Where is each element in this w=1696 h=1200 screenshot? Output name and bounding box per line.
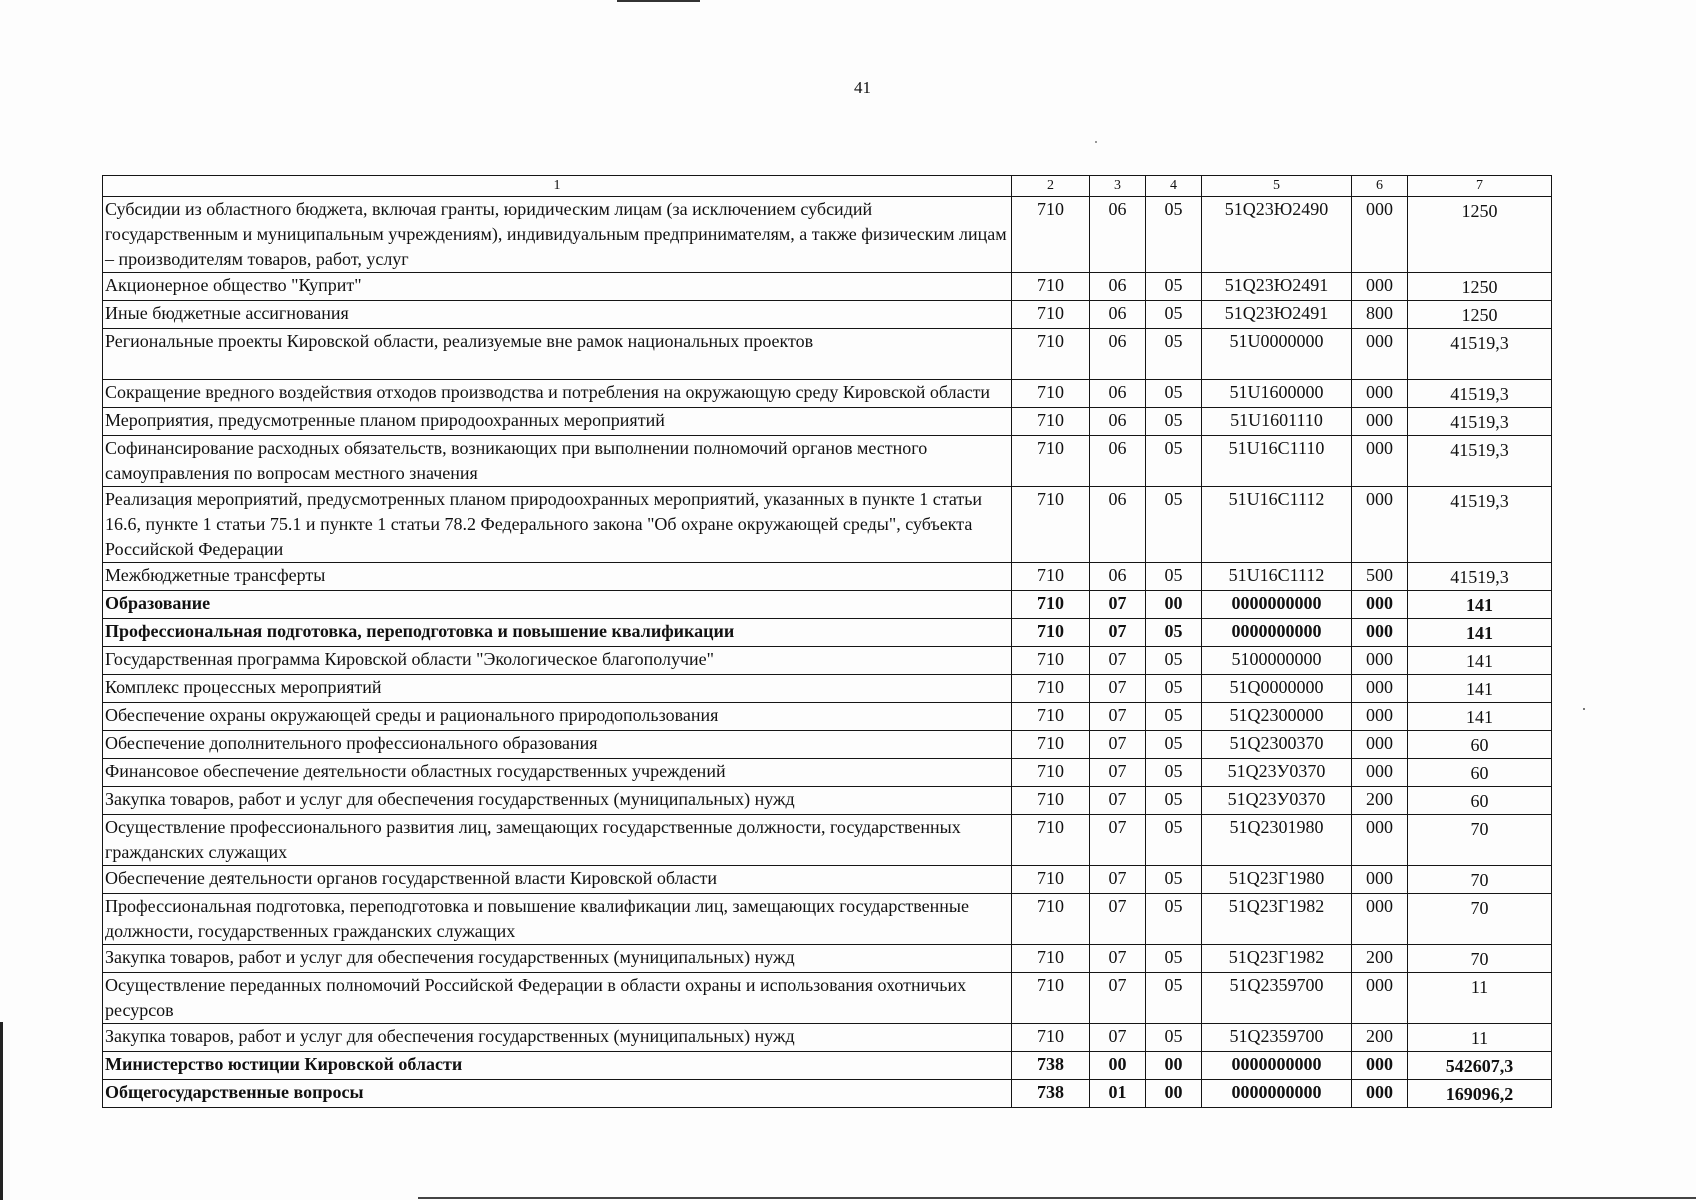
code-ministry: 710 (1012, 197, 1090, 273)
code-ministry: 710 (1012, 273, 1090, 301)
code-ministry: 710 (1012, 675, 1090, 703)
code-section: 07 (1090, 787, 1146, 815)
code-subsection: 00 (1146, 591, 1202, 619)
code-target-item: 51Q23У0370 (1202, 759, 1352, 787)
amount: 141 (1408, 675, 1552, 703)
code-target-item: 51U1600000 (1202, 380, 1352, 408)
amount: 41519,3 (1408, 563, 1552, 591)
code-subsection: 05 (1146, 675, 1202, 703)
code-expense-type: 200 (1352, 1024, 1408, 1052)
row-name: Иные бюджетные ассигнования (103, 301, 1012, 329)
code-subsection: 05 (1146, 197, 1202, 273)
table-row (103, 273, 1552, 301)
row-name: Осуществление профессионального развития лиц, замещающих государственные должности, государственных гражданских служащих (103, 815, 1012, 866)
row-name: Сокращение вредного воздействия отходов производства и потребления на окружающую среду Кировской области (103, 380, 1012, 408)
code-subsection: 05 (1146, 647, 1202, 675)
code-ministry: 710 (1012, 329, 1090, 380)
row-name: Закупка товаров, работ и услуг для обеспечения государственных (муниципальных) нужд (103, 945, 1012, 973)
code-ministry: 710 (1012, 563, 1090, 591)
code-section: 07 (1090, 731, 1146, 759)
code-section: 07 (1090, 894, 1146, 945)
code-target-item: 0000000000 (1202, 1080, 1352, 1108)
code-section: 06 (1090, 436, 1146, 487)
code-subsection: 05 (1146, 731, 1202, 759)
code-expense-type: 000 (1352, 973, 1408, 1024)
code-target-item: 51Q2301980 (1202, 815, 1352, 866)
code-target-item: 51Q23Ю2491 (1202, 273, 1352, 301)
code-target-item: 51Q2359700 (1202, 973, 1352, 1024)
code-ministry: 710 (1012, 787, 1090, 815)
code-section: 06 (1090, 408, 1146, 436)
column-header: 6 (1352, 176, 1408, 197)
row-name: Мероприятия, предусмотренные планом природоохранных мероприятий (103, 408, 1012, 436)
budget-table (102, 175, 1552, 1108)
code-subsection: 05 (1146, 329, 1202, 380)
scan-top-line (617, 0, 700, 2)
row-name: Общегосударственные вопросы (103, 1080, 1012, 1108)
row-name: Закупка товаров, работ и услуг для обеспечения государственных (муниципальных) нужд (103, 787, 1012, 815)
table-row (103, 563, 1552, 591)
column-header: 3 (1090, 176, 1146, 197)
code-section: 07 (1090, 619, 1146, 647)
code-subsection: 05 (1146, 380, 1202, 408)
scan-speck (1583, 708, 1585, 710)
table-row (103, 1024, 1552, 1052)
amount: 141 (1408, 591, 1552, 619)
table-row (103, 647, 1552, 675)
code-expense-type: 000 (1352, 815, 1408, 866)
scan-bottom-line (418, 1197, 1696, 1199)
header-row (103, 176, 1552, 197)
code-section: 06 (1090, 273, 1146, 301)
amount: 41519,3 (1408, 329, 1552, 380)
table-row (103, 703, 1552, 731)
code-ministry: 738 (1012, 1080, 1090, 1108)
code-section: 07 (1090, 591, 1146, 619)
code-expense-type: 000 (1352, 1080, 1408, 1108)
row-name: Государственная программа Кировской области "Экологическое благополучие" (103, 647, 1012, 675)
code-expense-type: 200 (1352, 945, 1408, 973)
code-target-item: 51U0000000 (1202, 329, 1352, 380)
code-expense-type: 000 (1352, 647, 1408, 675)
row-name: Региональные проекты Кировской области, реализуемые вне рамок национальных проектов (103, 329, 1012, 380)
code-target-item: 51Q23Г1982 (1202, 945, 1352, 973)
code-ministry: 710 (1012, 703, 1090, 731)
table-row (103, 329, 1552, 380)
code-ministry: 738 (1012, 1052, 1090, 1080)
table-row (103, 759, 1552, 787)
column-header: 5 (1202, 176, 1352, 197)
table-row (103, 380, 1552, 408)
code-ministry: 710 (1012, 815, 1090, 866)
row-name: Субсидии из областного бюджета, включая гранты, юридическим лицам (за исключением субсидий государственным и муниципальным учреждениям), индивидуальным предпринимателям, а также физическим лицам – производителям товаров, работ, услуг (103, 197, 1012, 273)
amount: 70 (1408, 945, 1552, 973)
amount: 1250 (1408, 301, 1552, 329)
code-expense-type: 000 (1352, 273, 1408, 301)
code-ministry: 710 (1012, 380, 1090, 408)
amount: 41519,3 (1408, 380, 1552, 408)
column-header: 7 (1408, 176, 1552, 197)
code-subsection: 05 (1146, 894, 1202, 945)
code-section: 07 (1090, 759, 1146, 787)
code-ministry: 710 (1012, 973, 1090, 1024)
table-row (103, 301, 1552, 329)
code-subsection: 05 (1146, 436, 1202, 487)
column-header: 4 (1146, 176, 1202, 197)
column-header: 1 (103, 176, 1012, 197)
amount: 41519,3 (1408, 436, 1552, 487)
row-name: Обеспечение деятельности органов государственной власти Кировской области (103, 866, 1012, 894)
table-row (103, 787, 1552, 815)
row-name: Осуществление переданных полномочий Российской Федерации в области охраны и использования охотничьих ресурсов (103, 973, 1012, 1024)
code-expense-type: 000 (1352, 197, 1408, 273)
table-row (103, 197, 1552, 273)
row-name: Межбюджетные трансферты (103, 563, 1012, 591)
table-row (103, 619, 1552, 647)
amount: 141 (1408, 647, 1552, 675)
code-target-item: 5100000000 (1202, 647, 1352, 675)
amount: 70 (1408, 815, 1552, 866)
code-target-item: 51Q23Ю2491 (1202, 301, 1352, 329)
code-expense-type: 000 (1352, 703, 1408, 731)
code-ministry: 710 (1012, 759, 1090, 787)
code-ministry: 710 (1012, 866, 1090, 894)
code-section: 07 (1090, 703, 1146, 731)
code-subsection: 05 (1146, 866, 1202, 894)
table-row (103, 487, 1552, 563)
code-ministry: 710 (1012, 619, 1090, 647)
row-name: Профессиональная подготовка, переподготовка и повышение квалификации лиц, замещающих государственные должности, государственных гражданских служащих (103, 894, 1012, 945)
code-expense-type: 000 (1352, 675, 1408, 703)
row-name: Обеспечение охраны окружающей среды и рационального природопользования (103, 703, 1012, 731)
code-section: 00 (1090, 1052, 1146, 1080)
code-target-item: 51Q23Г1982 (1202, 894, 1352, 945)
amount: 169096,2 (1408, 1080, 1552, 1108)
code-subsection: 05 (1146, 945, 1202, 973)
table-row (103, 731, 1552, 759)
page-number: 41 (854, 78, 871, 97)
code-target-item: 51Q23Г1980 (1202, 866, 1352, 894)
code-subsection: 05 (1146, 301, 1202, 329)
amount: 60 (1408, 731, 1552, 759)
code-subsection: 05 (1146, 408, 1202, 436)
amount: 11 (1408, 973, 1552, 1024)
code-section: 06 (1090, 563, 1146, 591)
code-ministry: 710 (1012, 301, 1090, 329)
amount: 70 (1408, 866, 1552, 894)
code-expense-type: 000 (1352, 1052, 1408, 1080)
code-subsection: 05 (1146, 619, 1202, 647)
code-subsection: 05 (1146, 973, 1202, 1024)
amount: 41519,3 (1408, 487, 1552, 563)
code-subsection: 00 (1146, 1080, 1202, 1108)
code-subsection: 00 (1146, 1052, 1202, 1080)
amount: 542607,3 (1408, 1052, 1552, 1080)
code-target-item: 51Q23Ю2490 (1202, 197, 1352, 273)
code-target-item: 51Q0000000 (1202, 675, 1352, 703)
code-section: 07 (1090, 647, 1146, 675)
column-header: 2 (1012, 176, 1090, 197)
code-ministry: 710 (1012, 731, 1090, 759)
amount: 41519,3 (1408, 408, 1552, 436)
code-expense-type: 200 (1352, 787, 1408, 815)
table-row (103, 1052, 1552, 1080)
table-row (103, 866, 1552, 894)
code-section: 06 (1090, 380, 1146, 408)
code-subsection: 05 (1146, 759, 1202, 787)
code-expense-type: 000 (1352, 329, 1408, 380)
table-row (103, 815, 1552, 866)
code-subsection: 05 (1146, 273, 1202, 301)
code-section: 06 (1090, 197, 1146, 273)
code-subsection: 05 (1146, 787, 1202, 815)
code-ministry: 710 (1012, 487, 1090, 563)
amount: 60 (1408, 787, 1552, 815)
code-target-item: 51Q2359700 (1202, 1024, 1352, 1052)
code-section: 06 (1090, 487, 1146, 563)
row-name: Софинансирование расходных обязательств, возникающих при выполнении полномочий органов местного самоуправления по вопросам местного значения (103, 436, 1012, 487)
code-subsection: 05 (1146, 487, 1202, 563)
row-name: Комплекс процессных мероприятий (103, 675, 1012, 703)
code-expense-type: 500 (1352, 563, 1408, 591)
amount: 1250 (1408, 273, 1552, 301)
code-subsection: 05 (1146, 703, 1202, 731)
code-target-item: 51U16C1112 (1202, 563, 1352, 591)
code-target-item: 51U1601110 (1202, 408, 1352, 436)
code-expense-type: 000 (1352, 894, 1408, 945)
code-section: 07 (1090, 866, 1146, 894)
code-subsection: 05 (1146, 563, 1202, 591)
scan-edge-bar (0, 1022, 3, 1200)
code-section: 07 (1090, 1024, 1146, 1052)
table-row (103, 945, 1552, 973)
table-row (103, 973, 1552, 1024)
code-ministry: 710 (1012, 591, 1090, 619)
table-row (103, 894, 1552, 945)
code-expense-type: 000 (1352, 759, 1408, 787)
code-target-item: 51Q2300000 (1202, 703, 1352, 731)
row-name: Образование (103, 591, 1012, 619)
row-name: Закупка товаров, работ и услуг для обеспечения государственных (муниципальных) нужд (103, 1024, 1012, 1052)
code-expense-type: 000 (1352, 731, 1408, 759)
table-body (103, 176, 1552, 1108)
table-row (103, 675, 1552, 703)
code-expense-type: 000 (1352, 866, 1408, 894)
amount: 141 (1408, 703, 1552, 731)
code-ministry: 710 (1012, 647, 1090, 675)
table-row (103, 436, 1552, 487)
code-target-item: 51U16C1112 (1202, 487, 1352, 563)
code-section: 01 (1090, 1080, 1146, 1108)
code-section: 06 (1090, 329, 1146, 380)
code-ministry: 710 (1012, 408, 1090, 436)
code-expense-type: 000 (1352, 619, 1408, 647)
code-section: 07 (1090, 973, 1146, 1024)
code-section: 07 (1090, 945, 1146, 973)
row-name: Обеспечение дополнительного профессионального образования (103, 731, 1012, 759)
amount: 1250 (1408, 197, 1552, 273)
code-section: 07 (1090, 815, 1146, 866)
code-target-item: 0000000000 (1202, 619, 1352, 647)
code-section: 06 (1090, 301, 1146, 329)
code-target-item: 51U16C1110 (1202, 436, 1352, 487)
amount: 11 (1408, 1024, 1552, 1052)
row-name: Министерство юстиции Кировской области (103, 1052, 1012, 1080)
code-expense-type: 000 (1352, 380, 1408, 408)
code-target-item: 0000000000 (1202, 591, 1352, 619)
row-name: Акционерное общество "Куприт" (103, 273, 1012, 301)
row-name: Реализация мероприятий, предусмотренных планом природоохранных мероприятий, указанных в пункте 1 статьи 16.6, пункте 1 статьи 75.1 и пункте 1 статьи 78.2 Федерального закона "Об охране окружающей среды", субъекта Российской Федерации (103, 487, 1012, 563)
table-row (103, 1080, 1552, 1108)
code-target-item: 51Q23У0370 (1202, 787, 1352, 815)
code-target-item: 0000000000 (1202, 1052, 1352, 1080)
scan-speck (1095, 141, 1097, 143)
code-subsection: 05 (1146, 815, 1202, 866)
code-expense-type: 000 (1352, 408, 1408, 436)
code-ministry: 710 (1012, 945, 1090, 973)
code-subsection: 05 (1146, 1024, 1202, 1052)
amount: 60 (1408, 759, 1552, 787)
row-name: Финансовое обеспечение деятельности областных государственных учреждений (103, 759, 1012, 787)
table-row (103, 591, 1552, 619)
code-section: 07 (1090, 675, 1146, 703)
code-ministry: 710 (1012, 436, 1090, 487)
table-row (103, 408, 1552, 436)
code-expense-type: 000 (1352, 436, 1408, 487)
code-expense-type: 800 (1352, 301, 1408, 329)
amount: 141 (1408, 619, 1552, 647)
amount: 70 (1408, 894, 1552, 945)
code-target-item: 51Q2300370 (1202, 731, 1352, 759)
code-ministry: 710 (1012, 1024, 1090, 1052)
row-name: Профессиональная подготовка, переподготовка и повышение квалификации (103, 619, 1012, 647)
code-expense-type: 000 (1352, 487, 1408, 563)
code-expense-type: 000 (1352, 591, 1408, 619)
code-ministry: 710 (1012, 894, 1090, 945)
